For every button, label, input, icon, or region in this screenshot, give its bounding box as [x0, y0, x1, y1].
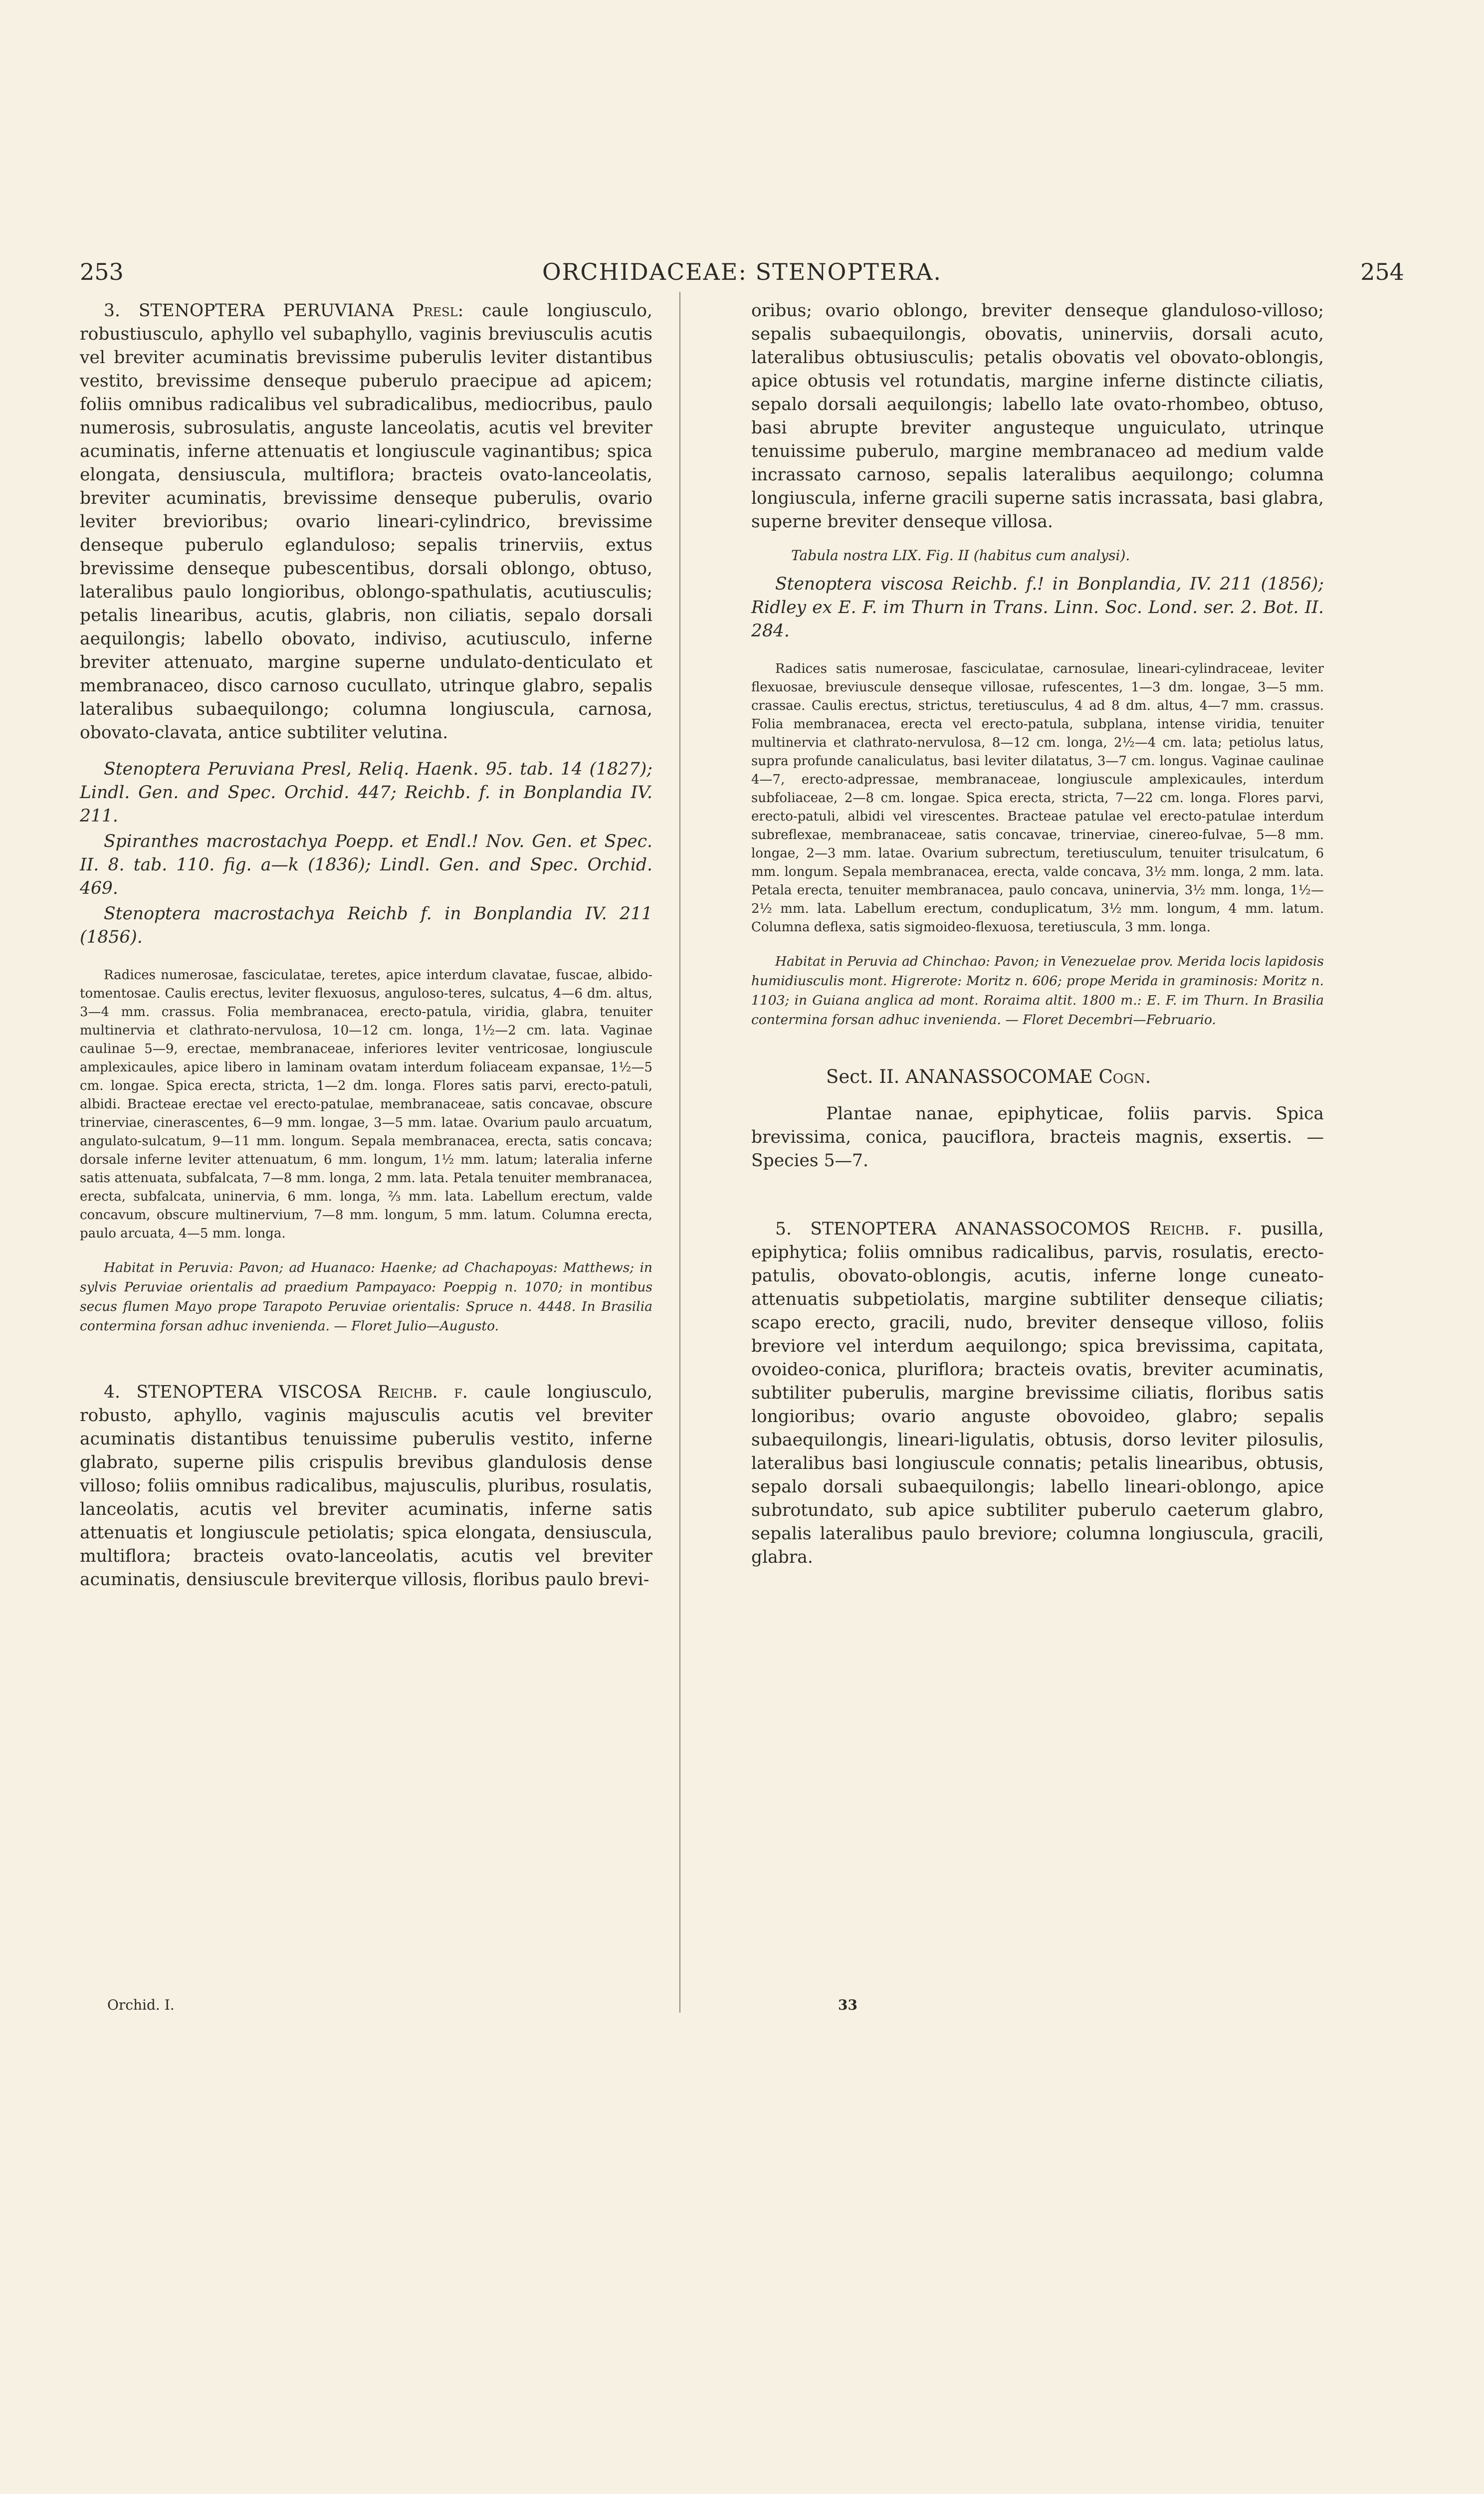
species-4-continuation: oribus; ovario oblongo, breviter denseque glanduloso-villoso; sepalis subaequilongis, obovatis, uninerviis, dorsali acuto, lateralibus obtusiusculis; petalis obovatis vel obovato-oblongis, apice obtusis vel rotundatis, margine inferne distincte ciliatis, sepalo dorsali aequilongis; labello late ovato-rhombeo, obtuso, basi abrupte breviter angusteque unguiculato, utrinque tenuissime puberulo, margine membranaceo ad medium valde incrassato carnoso, sepalis lateralibus aequilongo; columna longiuscula, inferne gracili superne satis incrassata, basi glabra, superne breviter denseque villosa.	[751, 301, 1324, 532]
species-5-heading: 5. STENOPTERA ANANASSOCOMOS	[775, 1219, 1131, 1239]
left-page-number: 253	[80, 258, 124, 285]
section-heading	[751, 1064, 1324, 1089]
running-title: ORCHIDACEAE: STENOPTERA.	[542, 258, 942, 285]
species-4-synonym: Stenoptera viscosa Reichb. f.! in Bonplandia, IV. 211 (1856); Ridley ex E. F. im Thurn in Trans. Linn. Soc. Lond. ser. 2. Bot. II. 284.	[751, 574, 1324, 641]
species-4-diagnosis	[80, 1381, 652, 1592]
species-3-synonym-2: Spiranthes macrostachya Poepp. et Endl.! Nov. Gen. et Spec. II. 8. tab. 110. fig. a—k (1836); Lindl. Gen. and Spec. Orchid. 469.	[80, 831, 652, 898]
left-column	[80, 299, 652, 1592]
section-author: Cogn.	[1098, 1066, 1151, 1087]
species-3-heading: 3. STENOPTERA PERUVIANA	[104, 301, 394, 321]
species-3-synonym-3: Stenoptera macrostachya Reichb f. in Bonplandia IV. 211 (1856).	[80, 904, 652, 947]
species-3-author: Presl	[412, 301, 458, 321]
section-description: Plantae nanae, epiphyticae, foliis parvis. Spica brevissima, conica, pauciflora, bracteis magnis, exsertis. — Species 5—7.	[751, 1104, 1324, 1171]
species-3-diagnosis	[80, 299, 652, 745]
column-divider	[679, 292, 680, 2013]
footer-signature: Orchid. I.	[107, 1997, 175, 2013]
species-5-author: Reichb. f.	[1149, 1219, 1242, 1239]
species-4-heading: 4. STENOPTERA VISCOSA	[104, 1382, 362, 1402]
species-4-text: caule longiusculo, robusto, aphyllo, vaginis majusculis acutis vel breviter acuminatis distantibus tenuissime puberulis vestito, inferne glabrato, superne pilis crispulis brevibus glandulosis dense villoso; foliis omnibus radicalibus, majusculis, pluribus, rosulatis, lanceolatis, acutis vel breviter acuminatis, inferne satis attenuatis et longiuscule petiolatis; spica elongata, densiuscula, multiflora; bracteis ovato-lanceolatis, acutis vel breviter acuminatis, densiuscule breviterque villosis, floribus paulo brevi-	[80, 1382, 653, 1590]
right-page-number: 254	[1360, 258, 1404, 285]
species-4-habitat: Habitat in Peruvia ad Chinchao: Pavon; in Venezuelae prov. Merida locis lapidosis humidiusculis mont. Higrerote: Moritz n. 606; prope Merida in graminosis: Moritz n. 1103; in Guiana anglica ad mont. Roraima altit. 1800 m.: E. F. im Thurn. In Brasilia contermina forsan adhuc invenienda. — Floret Decembri—Februario.	[751, 954, 1324, 1028]
species-3-text: : caule longiusculo, robustiusculo, aphyllo vel subaphyllo, vaginis breviusculis acutis vel breviter acuminatis brevissime puberulis leviter distantibus vestito, brevissime denseque puberulo praecipue ad apicem; foliis omnibus radicalibus vel subradicalibus, mediocribus, paulo numerosis, subrosulatis, anguste lanceolatis, acutis vel breviter acuminatis, inferne attenuatis et longiuscule vaginantibus; spica elongata, densiuscula, multiflora; bracteis ovato-lanceolatis, breviter acuminatis, brevissime denseque puberulis, ovario leviter brevioribus; ovario lineari-cylindrico, brevissime denseque puberulo eglanduloso; sepalis trinerviis, extus brevissime denseque pubescentibus, dorsali oblongo, obtuso, lateralibus paulo longioribus, oblongo-spathulatis, acutiusculis; petalis linearibus, acutis, glabris, non ciliatis, sepalo dorsali aequilongis; labello obovato, indiviso, acutiusculo, inferne breviter attenuato, margine superne undulato-denticulato et membranaceo, disco carnoso cucullato, utrinque glabro, sepalis lateralibus subaequilongo; columna longiuscula, carnosa, obovato-clavata, antice subtiliter velutina.	[80, 301, 653, 743]
right-column	[751, 299, 1324, 1569]
section-title: Sect. II. ANANASSOCOMAE	[826, 1066, 1093, 1087]
species-3-habitat: Habitat in Peruvia: Pavon; ad Huanaco: Haenke; ad Chachapoyas: Matthews; in sylvis Peruviae orientalis ad praedium Pampayaco: Poeppig n. 1070; in montibus secus flumen Mayo prope Tarapoto Peruviae orientalis: Spruce n. 4448. In Brasilia contermina forsan adhuc invenienda. — Floret Julio—Augusto.	[80, 1260, 652, 1334]
plate-reference: Tabula nostra LIX. Fig. II (habitus cum analysi).	[791, 547, 1130, 564]
footer-sheet-number: 33	[838, 1997, 857, 2013]
species-5-text: pusilla, epiphytica; foliis omnibus radicalibus, parvis, rosulatis, erecto-patulis, obovato-oblongis, acutis, inferne longe cuneato-attenuatis subpetiolatis, margine subtiliter denseque ciliatis; scapo erecto, gracili, nudo, breviter denseque villoso, foliis breviore vel interdum aequilongo; spica brevissima, capitata, ovoideo-conica, pluriflora; bracteis ovatis, breviter acuminatis, subtiliter puberulis, margine brevissime ciliatis, floribus satis longioribus; ovario anguste obovoideo, glabro; sepalis subaequilongis, lineari-ligulatis, obtusis, dorso leviter pilosulis, lateralibus basi longiuscule connatis; petalis linearibus, obtusis, sepalo dorsali subaequilongis; labello lineari-oblongo, apice subrotundato, sub apice subtiliter puberulo caeterum glabro, sepalis lateralibus paulo breviore; columna longiuscula, gracili, glabra.	[751, 1219, 1324, 1567]
species-4-description: Radices satis numerosae, fasciculatae, carnosulae, lineari-cylindraceae, leviter flexuosae, breviuscule denseque villosae, rufescentes, 1—3 dm. longae, 3—5 mm. crassae. Caulis erectus, strictus, teretiusculus, 4 ad 8 dm. altus, 4—7 mm. crassus. Folia membranacea, erecta vel erecto-patula, subplana, intense viridia, tenuiter multinervia et clathrato-nervulosa, 8—12 cm. longa, 2½—4 cm. lata; petiolus latus, supra profunde canaliculatus, basi leviter dilatatus, 3—7 cm. longus. Vaginae caulinae 4—7, erecto-adpressae, membranaceae, longiuscule amplexicaules, interdum subfoliaceae, 2—8 cm. longae. Spica erecta, stricta, 7—22 cm. longa. Flores parvi, erecto-patuli, albidi vel virescentes. Bracteae patulae vel erecto-patulae interdum subreflexae, membranaceae, satis concavae, trinerviae, cinereo-fulvae, 5—8 mm. longae, 2—3 mm. latae. Ovarium subrectum, teretiusculum, tenuiter trisulcatum, 6 mm. longum. Sepala membranacea, erecta, valde concava, 3½ mm. longa, 2 mm. lata. Petala erecta, tenuiter membranacea, paulo concava, uninervia, 3½ mm. longa, 1½—2½ mm. lata. Labellum erectum, conduplicatum, 3½ mm. longum, 4 mm. latum. Columna deflexa, satis sigmoideo-flexuosa, teretiuscula, 3 mm. longa.	[751, 661, 1324, 935]
species-3-synonym-1: Stenoptera Peruviana Presl, Reliq. Haenk. 95. tab. 14 (1827); Lindl. Gen. and Spec. Orchid. 447; Reichb. f. in Bonplandia IV. 211.	[80, 759, 652, 826]
species-4-author: Reichb. f.	[377, 1382, 468, 1402]
species-3-description: Radices numerosae, fasciculatae, teretes, apice interdum clavatae, fuscae, albido-tomentosae. Caulis erectus, leviter flexuosus, anguloso-teres, sulcatus, 4—6 dm. altus, 3—4 mm. crassus. Folia membranacea, erecto-patula, viridia, glabra, tenuiter multinervia et clathrato-nervulosa, 10—12 cm. longa, 1½—2 cm. lata. Vaginae caulinae 5—9, erectae, membranaceae, inferiores leviter ventricosae, longiuscule amplexicaules, apice libero in laminam ovatam interdum foliaceam expansae, 1½—5 cm. longae. Spica erecta, stricta, 1—2 dm. longa. Flores satis parvi, erecto-patuli, albidi. Bracteae erectae vel erecto-patulae, membranaceae, satis concavae, obscure trinerviae, cinerascentes, 6—9 mm. longae, 3—5 mm. latae. Ovarium paulo arcuatum, angulato-sulcatum, 9—11 mm. longum. Sepala membranacea, erecta, satis concava; dorsale inferne leviter attenuatum, 6 mm. longum, 1½ mm. latum; lateralia inferne satis attenuata, subfalcata, 7—8 mm. longa, 2 mm. lata. Petala tenuiter membranacea, erecta, subfalcata, uninervia, 6 mm. longa, ⅔ mm. lata. Labellum erectum, valde concavum, obscure multinervium, 7—8 mm. longum, 5 mm. latum. Columna erecta, paulo arcuata, 4—5 mm. longa.	[80, 968, 652, 1241]
species-5-diagnosis	[751, 1218, 1324, 1569]
